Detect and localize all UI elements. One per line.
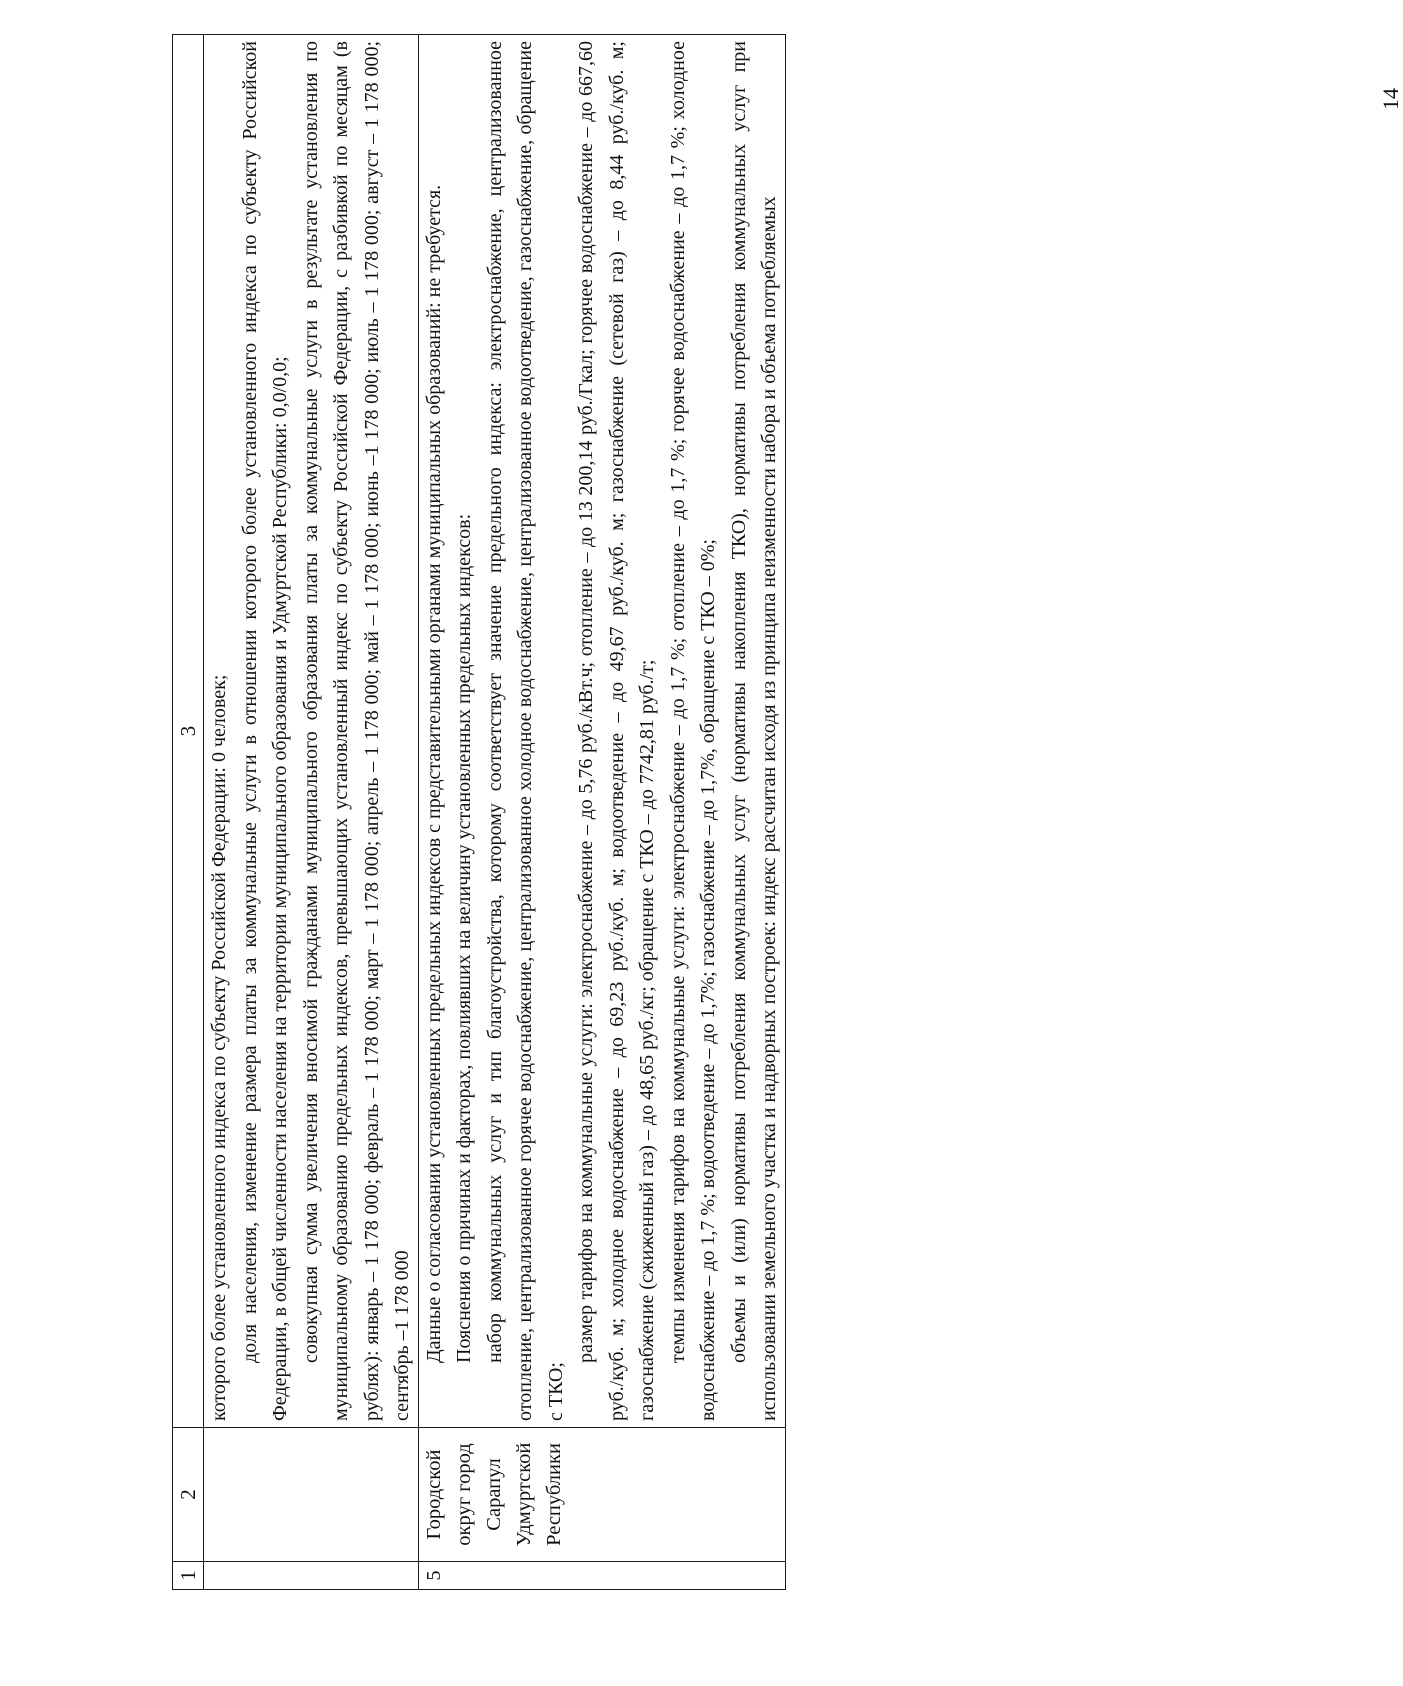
rotated-page-content — [172, 35, 786, 1590]
table-row-5 — [418, 35, 785, 1590]
content-cell — [418, 35, 785, 1428]
paragraph: доля населения, изменение размера платы за коммунальные услуги в отношении которого более установленного индекса по субъекту Российской Федерации, в общей численности населения на территории муниципального образования и Удмуртской Республики: 0,0/0,0; — [238, 41, 291, 1421]
paragraph: объемы и (или) нормативы потребления коммунальных услуг (нормативы накопления ТКО), нормативы потребления коммунальных услуг при использовании земельного участка и надворных построек: индекс рассчитан исходя из принципа неизменности набора и объема потребляемых — [727, 41, 780, 1421]
row-number-cell: 5 — [418, 1562, 785, 1590]
table-header-row — [173, 35, 204, 1590]
paragraph: совокупная сумма увеличения вносимой гражданами муниципального образования платы за коммунальные услуги в результате установления по муниципальному образованию предельных индексов, превышающих установленный индекс по субъекту Российской Федерации, с разбивкой по месяцам (в рублях): январь – 1 178 000; февраль – 1 178 000; март – 1 178 000; апрель – 1 178 000; май – 1 178 000; июнь –1 178 000; июль – 1 178 000; август – 1 178 000; сентябрь –1 178 000 — [299, 41, 413, 1421]
paragraph: набор коммунальных услуг и тип благоустройства, которому соответствует значение предельного индекса: электроснабжение, централизованное отопление, централизованное горячее водоснабжение, централизованное холодное водоснабжение, централизованное водоотведение, газоснабжение, обращение с ТКО; — [483, 41, 567, 1421]
paragraph: темпы изменения тарифов на коммунальные услуги: электроснабжение – до 1,7 %; отопление – до 1,7 %; горячее водоснабжение – до 1,7 %; холодное водоснабжение – до 1,7 %; водоотведение – до 1,7%; газоснабжение – до 1,7%, обращение с ТКО – 0%; — [666, 41, 719, 1421]
indices-table — [172, 34, 786, 1590]
paragraph: Данные о согласовании установленных предельных индексов с представительными органами муниципальных образований: не требуется. — [422, 184, 445, 1363]
paragraph: размер тарифов на коммунальные услуги: электроснабжение – до 5,76 руб./кВт.ч; отопление – до 13 200,14 руб./Гкал; горячее водоснабжение – до 667,60 руб./куб. м; холодное водоснабжение – до 69,23 руб./куб. м; водоотведение – до 49,67 руб./куб. м; газоснабжение (сетевой газ) – до 8,44 руб./куб. м; газоснабжение (сжиженный газ) – до 48,65 руб./кг; обращение с ТКО – до 7742,81 руб./т; — [575, 41, 658, 1421]
column-header-2: 2 — [173, 1428, 204, 1562]
municipality-cell — [204, 1428, 419, 1562]
table-row-continuation — [204, 35, 419, 1590]
column-header-1: 1 — [173, 1562, 204, 1590]
row-number-cell — [204, 1562, 419, 1590]
content-cell — [204, 35, 419, 1428]
column-header-3: 3 — [173, 35, 204, 1428]
municipality-cell: Городской округ город Сарапул Удмуртской Республики — [418, 1428, 785, 1562]
paragraph: Пояснения о причинах и факторах, повлиявших на величину установленных предельных индексов: — [453, 513, 475, 1363]
paragraph: которого более установленного индекса по субъекту Российской Федерации: 0 человек; — [208, 674, 230, 1421]
page-number: 14 — [1378, 88, 1403, 110]
